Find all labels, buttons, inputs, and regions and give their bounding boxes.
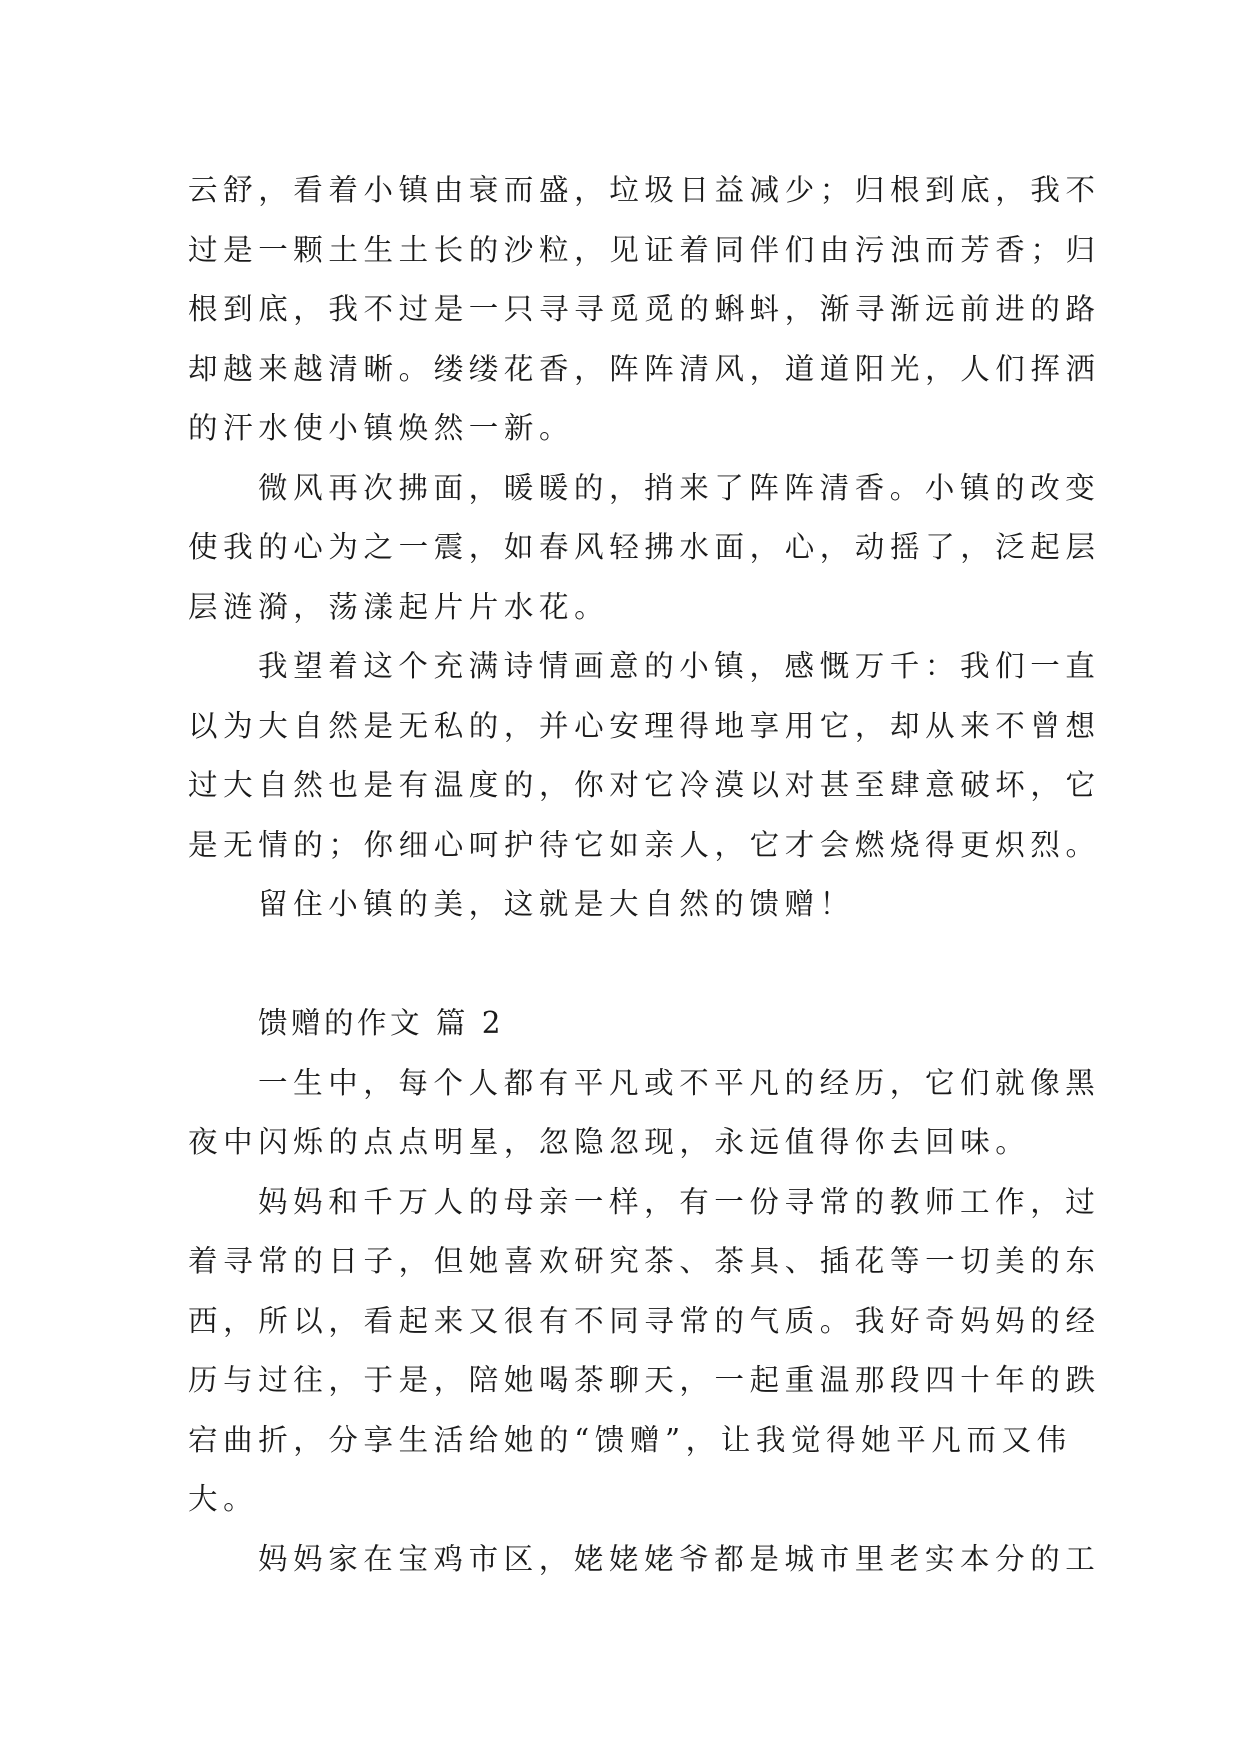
paragraph-line: 过大自然也是有温度的，你对它冷漠以对甚至肆意破坏，它 [188,768,1101,802]
section-heading: 馈赠的作文 篇 2 [258,1006,505,1040]
paragraph-line: 的汗水使小镇焕然一新。 [188,411,575,445]
paragraph-line: 我望着这个充满诗情画意的小镇，感慨万千：我们一直 [258,649,1101,683]
paragraph-line: 妈妈和千万人的母亲一样，有一份寻常的教师工作，过 [258,1184,1101,1219]
paragraph-line: 西，所以，看起来又很有不同寻常的气质。我好奇妈妈的经 [188,1303,1101,1338]
paragraph-line: 微风再次拂面，暖暖的，捎来了阵阵清香。小镇的改变 [258,470,1101,505]
paragraph-line: 云舒，看着小镇由衰而盛，垃圾日益减少；归根到底，我不 [188,173,1101,207]
paragraph-line: 宕曲折，分享生活给她的“馈赠”，让我觉得她平凡而又伟 [188,1422,1072,1457]
paragraph-line: 却越来越清晰。缕缕花香，阵阵清风，道道阳光，人们挥洒 [188,351,1101,386]
paragraph-line: 大。 [188,1482,259,1516]
paragraph-line: 以为大自然是无私的，并心安理得地享用它，却从来不曾想 [188,708,1101,743]
paragraph-line: 是无情的；你细心呵护待它如亲人，它才会燃烧得更炽烈。 [188,827,1101,862]
paragraph-line: 使我的心为之一震，如春风轻拂水面，心，动摇了，泛起层 [188,530,1101,564]
paragraph-line: 层涟漪，荡漾起片片水花。 [188,589,610,624]
paragraph-line: 留住小镇的美，这就是大自然的馈赠！ [258,887,855,921]
paragraph-line: 一生中，每个人都有平凡或不平凡的经历，它们就像黑 [258,1065,1101,1100]
paragraph-line: 着寻常的日子，但她喜欢研究茶、茶具、插花等一切美的东 [188,1244,1101,1278]
paragraph-line: 夜中闪烁的点点明星，忽隐忽现，永远值得你去回味。 [188,1125,1031,1159]
paragraph-line: 根到底，我不过是一只寻寻觅觅的蝌蚪，渐寻渐远前进的路 [188,292,1101,326]
paragraph-line: 历与过往，于是，陪她喝茶聊天，一起重温那段四十年的跌 [188,1363,1101,1397]
article-body [188,161,1101,1589]
blank-line [188,935,1068,995]
paragraph-line: 过是一颗土生土长的沙粒，见证着同伴们由污浊而芳香；归 [188,232,1101,267]
paragraph-line: 妈妈家在宝鸡市区，姥姥姥爷都是城市里老实本分的工 [258,1541,1101,1576]
